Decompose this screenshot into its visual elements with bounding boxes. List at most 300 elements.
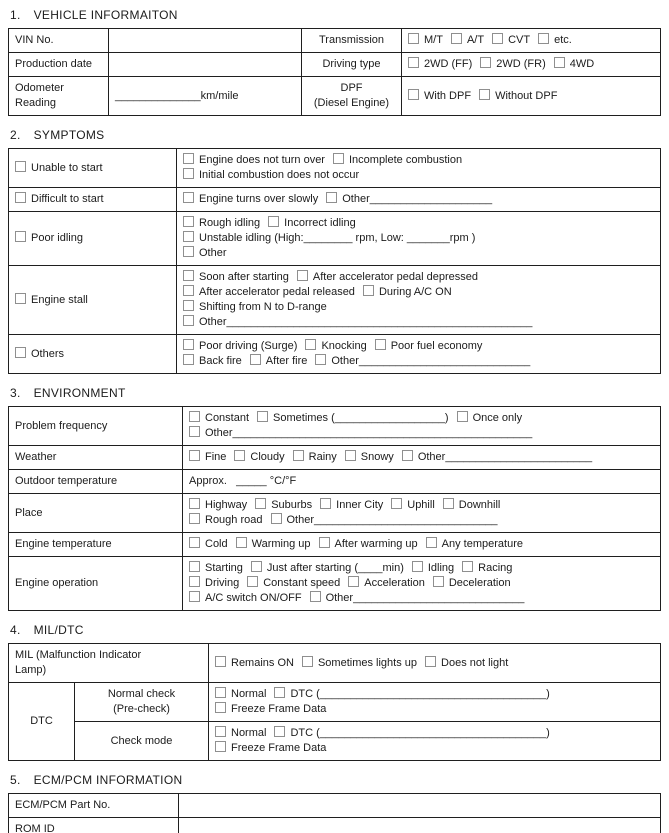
checkbox-label: Just after starting ( bbox=[266, 562, 359, 574]
checkbox[interactable] bbox=[183, 216, 194, 227]
checkbox[interactable] bbox=[183, 285, 194, 296]
driving-type-label bbox=[302, 53, 402, 77]
checkbox-option bbox=[310, 592, 525, 604]
checkbox[interactable] bbox=[247, 576, 258, 587]
checkbox[interactable] bbox=[183, 270, 194, 281]
rom-id-value bbox=[179, 818, 661, 833]
table-row bbox=[9, 470, 661, 494]
section-vehicle-information bbox=[8, 8, 661, 116]
fill-in-blank: ____________________ bbox=[369, 193, 493, 205]
checkbox-label: With DPF bbox=[424, 89, 472, 102]
table-row bbox=[9, 557, 661, 611]
static-text: Place bbox=[15, 506, 43, 519]
checkbox-option bbox=[363, 286, 452, 298]
checkbox-label: Shifting from N to D-range bbox=[199, 301, 327, 313]
checkbox[interactable] bbox=[215, 656, 226, 667]
checkbox[interactable] bbox=[189, 450, 200, 461]
static-text: Weather bbox=[15, 451, 57, 463]
table-row bbox=[9, 794, 661, 818]
static-text: Check mode bbox=[110, 734, 173, 747]
static-text: Engine temperature bbox=[15, 538, 112, 550]
checkbox-label: During A/C ON bbox=[378, 286, 452, 298]
checkbox-label: Does not light bbox=[441, 656, 509, 669]
ecm-pcm-information-table bbox=[8, 793, 661, 833]
form-line bbox=[15, 576, 176, 591]
checkbox-label: Suburbs bbox=[271, 499, 313, 511]
checkbox-label: Difficult to start bbox=[31, 193, 104, 205]
checkbox-option bbox=[215, 657, 294, 669]
checkbox-option bbox=[15, 294, 88, 306]
normal-check-options bbox=[209, 683, 661, 722]
form-line bbox=[15, 450, 176, 465]
form-line bbox=[215, 687, 654, 702]
checkbox-option bbox=[189, 451, 226, 463]
fill-in-blank: ____________________________ bbox=[358, 355, 531, 367]
checkbox[interactable] bbox=[183, 354, 194, 365]
checkbox[interactable] bbox=[492, 33, 503, 44]
checkbox[interactable] bbox=[183, 300, 194, 311]
engine-temperature-label bbox=[9, 533, 183, 557]
form-line bbox=[183, 153, 654, 168]
checkbox-label: Soon after starting bbox=[199, 271, 289, 283]
form-line bbox=[15, 474, 176, 489]
fill-in-blank: ____min) bbox=[358, 562, 404, 574]
static-text: Normal check bbox=[107, 688, 176, 700]
section-title-text: ECM/PCM INFORMATION bbox=[33, 773, 183, 787]
table-row bbox=[9, 494, 661, 533]
checkbox[interactable] bbox=[320, 498, 331, 509]
form-line bbox=[183, 285, 654, 300]
checkbox-label: Deceleration bbox=[448, 577, 511, 589]
checkbox-label: Driving bbox=[205, 577, 240, 589]
static-text: (Diesel Engine) bbox=[313, 97, 390, 109]
symptoms-table bbox=[8, 148, 661, 374]
static-text: ROM ID bbox=[15, 823, 55, 833]
checkbox-option bbox=[538, 34, 572, 46]
weather-label bbox=[9, 446, 183, 470]
checkbox[interactable] bbox=[293, 450, 304, 461]
checkbox-option bbox=[451, 34, 484, 46]
section-mil-dtc bbox=[8, 623, 661, 761]
checkbox-label: Other bbox=[286, 514, 315, 526]
table-row bbox=[9, 644, 661, 683]
form-line bbox=[15, 714, 68, 729]
static-text: VIN No. bbox=[15, 34, 54, 46]
checkbox[interactable] bbox=[480, 57, 491, 68]
checkbox[interactable] bbox=[15, 347, 26, 358]
checkbox[interactable] bbox=[408, 33, 419, 44]
table-row bbox=[9, 149, 661, 188]
checkbox[interactable] bbox=[326, 192, 337, 203]
form-line bbox=[15, 231, 170, 246]
checkbox[interactable] bbox=[189, 591, 200, 602]
checkbox[interactable] bbox=[255, 498, 266, 509]
checkbox[interactable] bbox=[183, 192, 194, 203]
engine-operation-label bbox=[9, 557, 183, 611]
form-line bbox=[215, 741, 654, 756]
form-line bbox=[15, 57, 102, 72]
checkbox-option bbox=[215, 688, 266, 700]
checkbox[interactable] bbox=[462, 561, 473, 572]
checkbox-label: Normal bbox=[231, 727, 267, 739]
checkbox-label: Engine turns over slowly bbox=[199, 193, 319, 205]
checkbox-label: A/C switch ON/OFF bbox=[205, 592, 302, 604]
checkbox[interactable] bbox=[426, 537, 437, 548]
checkbox[interactable] bbox=[257, 411, 268, 422]
form-line bbox=[183, 270, 654, 285]
checkbox[interactable] bbox=[215, 726, 226, 737]
checkbox-label: Knocking bbox=[321, 340, 367, 352]
checkbox[interactable] bbox=[236, 537, 247, 548]
static-text: MIL (Malfunction Indicator bbox=[15, 649, 142, 661]
checkbox-label: Other bbox=[342, 193, 370, 205]
form-line bbox=[81, 702, 202, 717]
dpf-options bbox=[402, 77, 661, 116]
check-mode-label bbox=[75, 722, 209, 761]
checkbox[interactable] bbox=[250, 354, 261, 365]
checkbox-label: Other bbox=[331, 355, 359, 367]
form-line bbox=[189, 576, 654, 591]
checkbox[interactable] bbox=[375, 339, 386, 350]
vin-no-value bbox=[109, 29, 302, 53]
checkbox[interactable] bbox=[189, 513, 200, 524]
checkbox-label: Poor fuel economy bbox=[390, 340, 483, 352]
engine-operation-options bbox=[183, 557, 661, 611]
checkbox-label: Incorrect idling bbox=[284, 217, 356, 229]
checkbox-option bbox=[408, 34, 443, 46]
checkbox-option bbox=[319, 538, 418, 550]
checkbox-label: Snowy bbox=[360, 451, 394, 463]
checkbox-label: Warming up bbox=[251, 538, 311, 550]
checkbox[interactable] bbox=[15, 231, 26, 242]
checkbox-label: Cloudy bbox=[250, 451, 285, 463]
checkbox-option bbox=[412, 562, 454, 574]
form-line bbox=[15, 293, 170, 308]
normal-check-label bbox=[75, 683, 209, 722]
form-line bbox=[81, 687, 202, 702]
checkbox[interactable] bbox=[183, 231, 194, 242]
checkbox-option bbox=[408, 90, 471, 102]
section-title-text: MIL/DTC bbox=[33, 623, 84, 637]
symptom-unable-to-start bbox=[9, 149, 177, 188]
outdoor-temperature-value bbox=[183, 470, 661, 494]
table-row bbox=[9, 188, 661, 212]
checkbox[interactable] bbox=[348, 576, 359, 587]
difficult-to-start-options bbox=[177, 188, 661, 212]
checkbox-option bbox=[250, 355, 308, 367]
form-line bbox=[15, 419, 176, 434]
checkbox-option bbox=[189, 592, 302, 604]
checkbox-option bbox=[183, 301, 327, 313]
checkbox[interactable] bbox=[554, 57, 565, 68]
unable-to-start-options bbox=[177, 149, 661, 188]
checkbox-option bbox=[425, 657, 508, 669]
checkbox[interactable] bbox=[215, 702, 226, 713]
environment-table bbox=[8, 406, 661, 611]
checkbox-label: Starting bbox=[205, 562, 243, 574]
mil-options bbox=[209, 644, 661, 683]
others-options bbox=[177, 335, 661, 374]
checkbox-option bbox=[183, 271, 289, 283]
checkbox-option bbox=[271, 514, 498, 526]
problem-frequency-options bbox=[183, 407, 661, 446]
checkbox-option bbox=[189, 577, 239, 589]
checkbox-option bbox=[183, 316, 532, 328]
mil-dtc-table bbox=[8, 643, 661, 761]
checkbox[interactable] bbox=[215, 741, 226, 752]
checkbox[interactable] bbox=[274, 726, 285, 737]
checkbox[interactable] bbox=[268, 216, 279, 227]
form-line bbox=[15, 798, 172, 813]
section-number: 4. bbox=[10, 623, 21, 637]
checkbox[interactable] bbox=[310, 591, 321, 602]
checkbox-option bbox=[183, 193, 318, 205]
section-number: 3. bbox=[10, 386, 21, 400]
engine-stall-options bbox=[177, 266, 661, 335]
form-line bbox=[189, 411, 654, 426]
driving-type-options bbox=[402, 53, 661, 77]
checkbox[interactable] bbox=[15, 192, 26, 203]
checkbox-label: Remains ON bbox=[231, 656, 294, 669]
form-line bbox=[189, 591, 654, 606]
checkbox-label: Any temperature bbox=[441, 538, 523, 550]
section-title-text: SYMPTOMS bbox=[33, 128, 105, 142]
checkbox-option bbox=[457, 412, 523, 424]
form-line bbox=[15, 161, 170, 176]
checkbox-option bbox=[433, 577, 511, 589]
static-text: Transmission bbox=[319, 34, 384, 46]
checkbox[interactable] bbox=[333, 153, 344, 164]
checkbox-label: Freeze Frame Data bbox=[231, 742, 327, 754]
section-title bbox=[10, 623, 661, 637]
checkbox-label: CVT bbox=[508, 34, 531, 46]
checkbox-label: Rainy bbox=[308, 451, 337, 463]
section-title-text: VEHICLE INFORMAITON bbox=[33, 8, 178, 22]
static-text: Engine operation bbox=[15, 577, 99, 589]
checkbox[interactable] bbox=[315, 354, 326, 365]
checkbox-option bbox=[492, 34, 530, 46]
checkbox-label: Racing bbox=[478, 562, 513, 574]
checkbox[interactable] bbox=[345, 450, 356, 461]
checkbox[interactable] bbox=[15, 293, 26, 304]
form-line bbox=[308, 57, 395, 72]
checkbox[interactable] bbox=[189, 426, 200, 437]
checkbox-label: After accelerator pedal depressed bbox=[312, 271, 478, 283]
checkbox-option bbox=[189, 562, 243, 574]
form-line bbox=[189, 426, 654, 441]
form-line bbox=[15, 96, 102, 111]
form-line bbox=[408, 89, 654, 104]
checkbox[interactable] bbox=[412, 561, 423, 572]
checkbox-option bbox=[189, 538, 228, 550]
checkbox[interactable] bbox=[363, 285, 374, 296]
checkbox-option bbox=[274, 688, 549, 700]
checkbox[interactable] bbox=[15, 161, 26, 172]
form-line bbox=[189, 513, 654, 528]
checkbox-option bbox=[302, 657, 417, 669]
checkbox-option bbox=[426, 538, 523, 550]
weather-options bbox=[183, 446, 661, 470]
form-line bbox=[308, 96, 395, 111]
form-line bbox=[183, 246, 654, 261]
static-text: DTC bbox=[30, 715, 53, 727]
static-text: Driving type bbox=[322, 58, 381, 70]
checkbox-label: M/T bbox=[424, 34, 443, 46]
checkbox[interactable] bbox=[391, 498, 402, 509]
checkbox-label: After accelerator pedal released bbox=[199, 286, 355, 298]
checkbox[interactable] bbox=[408, 89, 419, 100]
checkbox-label: Unable to start bbox=[31, 161, 103, 174]
checkbox-option bbox=[247, 577, 340, 589]
form-line bbox=[215, 656, 654, 671]
table-row bbox=[9, 29, 661, 53]
static-text: ______________km/mile bbox=[115, 89, 239, 102]
checkbox-label: Poor idling bbox=[31, 232, 83, 244]
checkbox-label: Other bbox=[205, 427, 233, 439]
checkbox[interactable] bbox=[457, 411, 468, 422]
checkbox[interactable] bbox=[183, 168, 194, 179]
form-line bbox=[215, 702, 654, 717]
checkbox[interactable] bbox=[183, 246, 194, 257]
form-line bbox=[15, 822, 172, 833]
ecm-pcm-part-no-value bbox=[179, 794, 661, 818]
form-line bbox=[183, 315, 654, 330]
checkbox-option bbox=[480, 58, 546, 70]
form-line bbox=[183, 300, 654, 315]
checkbox-option bbox=[333, 154, 462, 166]
checkbox-option bbox=[462, 562, 512, 574]
checkbox[interactable] bbox=[189, 411, 200, 422]
checkbox[interactable] bbox=[183, 315, 194, 326]
checkbox-option bbox=[15, 348, 64, 360]
checkbox-label: Other bbox=[417, 451, 446, 463]
fill-in-blank: _________________________________________________ bbox=[232, 427, 533, 439]
form-line bbox=[308, 81, 395, 96]
checkbox[interactable] bbox=[189, 498, 200, 509]
checkbox-label: Uphill bbox=[407, 499, 435, 511]
checkbox[interactable] bbox=[274, 687, 285, 698]
checkbox[interactable] bbox=[425, 656, 436, 667]
check-mode-options bbox=[209, 722, 661, 761]
symptom-difficult-to-start bbox=[9, 188, 177, 212]
checkbox-option bbox=[215, 742, 326, 754]
checkbox-label: Poor driving (Surge) bbox=[199, 340, 298, 352]
checkbox-option bbox=[402, 451, 592, 463]
static-text: Approx. _____ °C/°F bbox=[189, 475, 297, 487]
checkbox-label: 2WD (FR) bbox=[496, 58, 546, 70]
production-date-value bbox=[109, 53, 302, 77]
checkbox[interactable] bbox=[408, 57, 419, 68]
table-row bbox=[9, 533, 661, 557]
form-line bbox=[183, 354, 654, 369]
problem-frequency-label bbox=[9, 407, 183, 446]
checkbox-option bbox=[257, 412, 449, 424]
form-line bbox=[15, 81, 102, 96]
form-line bbox=[15, 192, 170, 207]
checkbox-option bbox=[345, 451, 394, 463]
checkbox-label: Normal bbox=[231, 688, 267, 700]
checkbox-label: Other bbox=[199, 316, 227, 328]
table-row bbox=[9, 407, 661, 446]
static-text: ECM/PCM Part No. bbox=[15, 799, 111, 811]
checkbox[interactable] bbox=[433, 576, 444, 587]
form-line bbox=[215, 726, 654, 741]
table-row bbox=[9, 335, 661, 374]
checkbox[interactable] bbox=[234, 450, 245, 461]
static-text: Problem frequency bbox=[15, 419, 108, 432]
checkbox-option bbox=[15, 162, 103, 174]
checkbox-label: Freeze Frame Data bbox=[231, 703, 327, 715]
section-title bbox=[10, 386, 661, 400]
transmission-label bbox=[302, 29, 402, 53]
dtc-label bbox=[9, 683, 75, 761]
checkbox[interactable] bbox=[538, 33, 549, 44]
symptom-poor-idling bbox=[9, 212, 177, 266]
section-number: 2. bbox=[10, 128, 21, 142]
table-row bbox=[9, 818, 661, 833]
checkbox-option bbox=[255, 499, 312, 511]
fill-in-blank: __________________) bbox=[334, 412, 449, 424]
checkbox[interactable] bbox=[189, 576, 200, 587]
form-line bbox=[15, 663, 202, 678]
checkbox[interactable] bbox=[451, 33, 462, 44]
dpf-label bbox=[302, 77, 402, 116]
checkbox[interactable] bbox=[215, 687, 226, 698]
static-text: Production date bbox=[15, 58, 93, 70]
checkbox[interactable] bbox=[297, 270, 308, 281]
checkbox-option bbox=[375, 340, 483, 352]
section-environment bbox=[8, 386, 661, 611]
checkbox[interactable] bbox=[402, 450, 413, 461]
checkbox-label: Engine stall bbox=[31, 293, 88, 306]
checkbox[interactable] bbox=[319, 537, 330, 548]
checkbox[interactable] bbox=[302, 656, 313, 667]
checkbox-option bbox=[183, 154, 325, 166]
static-text: Odometer bbox=[15, 82, 64, 94]
checkbox-label: Idling bbox=[427, 562, 455, 574]
odometer-value bbox=[109, 77, 302, 116]
checkbox-option bbox=[408, 58, 472, 70]
checkbox-option bbox=[315, 355, 530, 367]
checkbox-label: Constant speed bbox=[263, 577, 341, 589]
checkbox-label: Others bbox=[31, 347, 65, 360]
checkbox-option bbox=[15, 193, 104, 205]
checkbox[interactable] bbox=[189, 537, 200, 548]
checkbox-label: etc. bbox=[554, 34, 572, 46]
checkbox-option bbox=[183, 247, 227, 259]
table-row bbox=[9, 77, 661, 116]
checkbox-label: Incomplete combustion bbox=[348, 154, 463, 166]
checkbox-label: Initial combustion does not occur bbox=[199, 169, 360, 181]
symptom-engine-stall bbox=[9, 266, 177, 335]
checkbox-option bbox=[215, 727, 266, 739]
checkbox[interactable] bbox=[271, 513, 282, 524]
fill-in-blank: ________ rpm, Low: _______rpm ) bbox=[303, 232, 476, 244]
checkbox-label: Rough idling bbox=[199, 217, 261, 229]
checkbox[interactable] bbox=[183, 339, 194, 350]
checkbox[interactable] bbox=[189, 561, 200, 572]
checkbox[interactable] bbox=[183, 153, 194, 164]
checkbox-option bbox=[320, 499, 383, 511]
checkbox-label: Fine bbox=[205, 451, 227, 463]
ecm-pcm-part-no-label bbox=[9, 794, 179, 818]
checkbox[interactable] bbox=[479, 89, 490, 100]
checkbox[interactable] bbox=[251, 561, 262, 572]
static-text: Outdoor temperature bbox=[15, 475, 118, 487]
checkbox-option bbox=[391, 499, 435, 511]
checkbox[interactable] bbox=[443, 498, 454, 509]
checkbox[interactable] bbox=[305, 339, 316, 350]
